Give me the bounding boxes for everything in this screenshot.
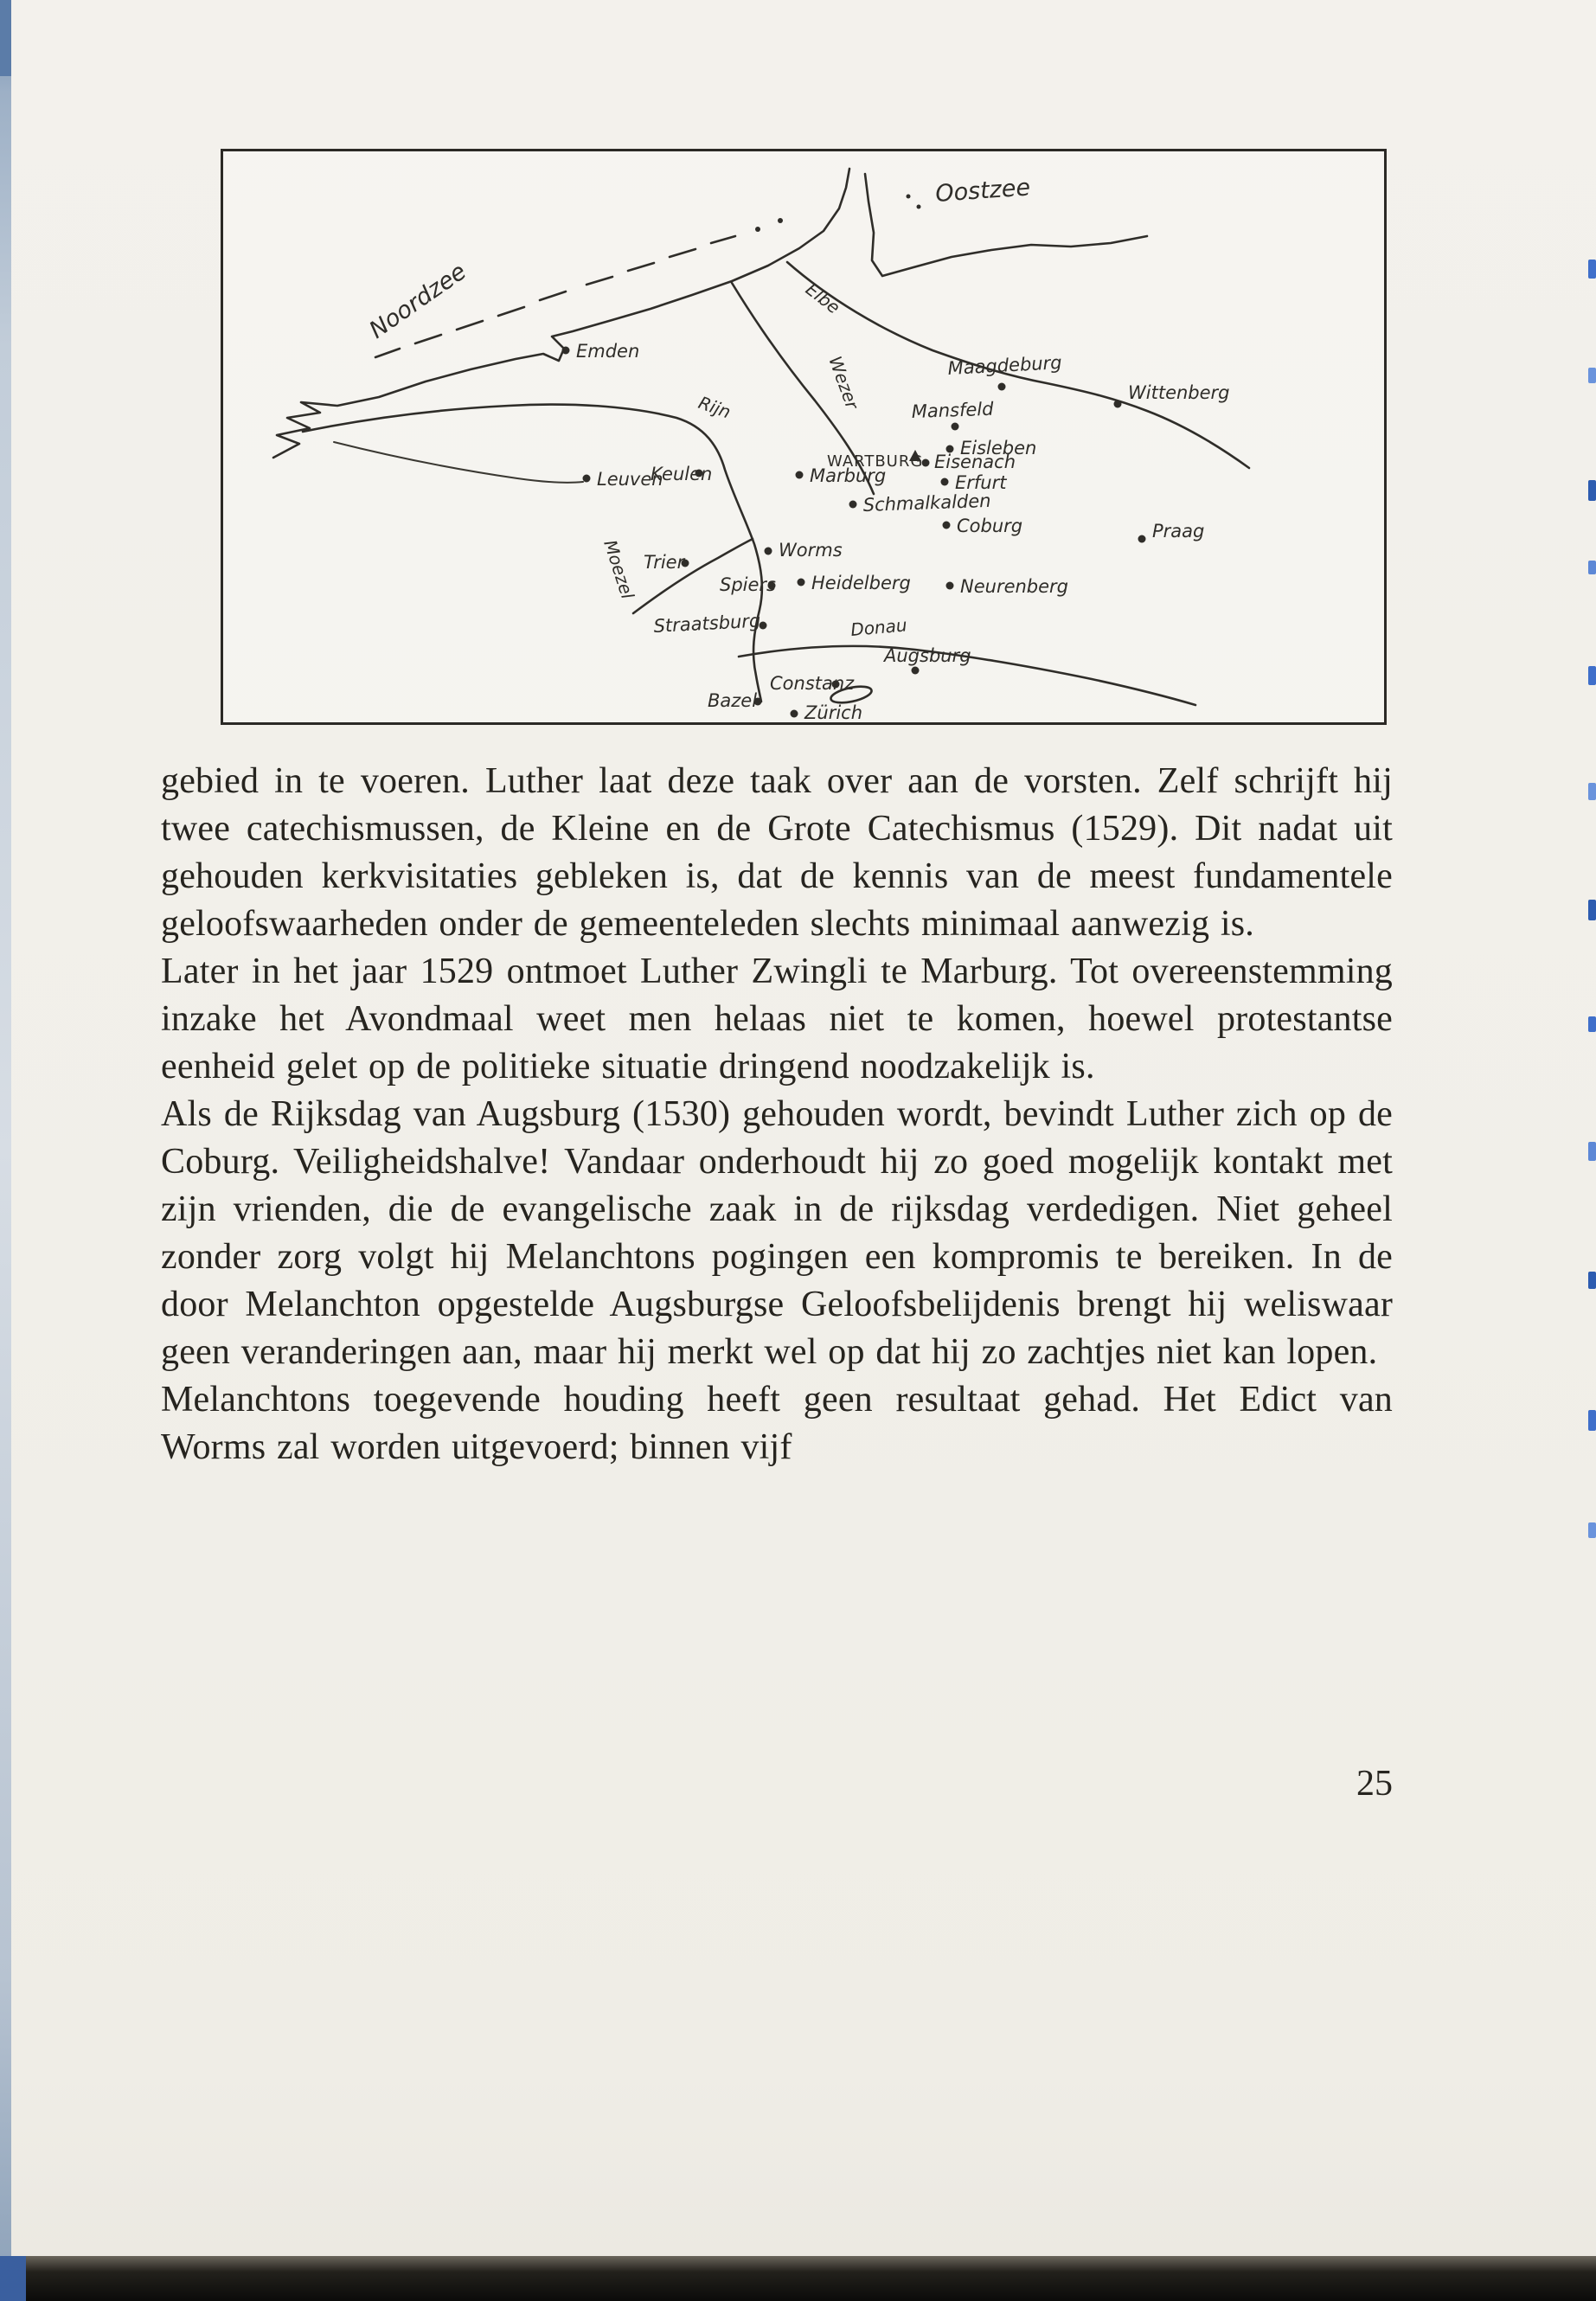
map-city-dot <box>1114 401 1122 408</box>
paragraph: Als de Rijksdag van Augsburg (1530) gehouden wordt, bevindt Luther zich op de Coburg. Veiligheidshalve! Vandaar onderhoudt hij zo goed mogelijk kontakt met zijn vrienden, die de evangelische zaak in de rijksdag verdedigen. Niet geheel zonder zorg volgt hij Melanchtons pogingen een kompromis te bereiken. In de door Melanchton opgestelde Augsburgse Geloofsbelijdenis brengt hij weliswaar geen veranderingen aan, maar hij merkt wel op dat hij zo zachtjes niet kan lopen. <box>161 1094 1393 1372</box>
map-city-dot <box>941 478 949 486</box>
river-label-moezel: Moezel <box>599 537 638 602</box>
page-edge-mark <box>1588 368 1596 383</box>
page-edge-mark <box>1588 260 1596 279</box>
page-edge-mark <box>1588 1016 1596 1032</box>
page-edge-mark <box>1588 666 1596 685</box>
map-city-label: Maagdeburg <box>947 352 1063 379</box>
map-city-dot <box>791 710 798 718</box>
page-edge-mark <box>1588 480 1596 501</box>
paragraph: Later in het jaar 1529 ontmoet Luther Zwingli te Marburg. Tot overeenstemming inzake het Avondmaal weet men helaas niet te komen, hoewel protestantse eenheid gelet op de politieke situatie dringend noodzakelijk is. <box>161 952 1393 1086</box>
map-city-label: WARTBURG <box>827 452 924 471</box>
river-rijn-path <box>303 405 762 702</box>
coastline-path <box>273 169 849 458</box>
sea-mark-dot <box>917 205 921 209</box>
page-edge-mark <box>1588 900 1596 920</box>
river-label-donau: Donau <box>849 614 908 640</box>
page-edge-mark <box>1588 1142 1596 1161</box>
map-city-dot <box>765 548 772 555</box>
map-city-label: Erfurt <box>955 472 1007 493</box>
map-city-dot <box>796 471 804 479</box>
map-city-label: Praag <box>1152 521 1205 542</box>
map-figure <box>221 149 1387 725</box>
map-city-dot <box>562 347 570 355</box>
map-city-label: Eisleben <box>960 438 1037 458</box>
map-city-dot <box>1138 535 1146 543</box>
map-city-dot <box>583 475 591 483</box>
map-city-label: Mansfeld <box>911 398 994 422</box>
photo-bottom-edge <box>0 2256 1596 2301</box>
map-city-label: Bazel <box>708 690 758 711</box>
map-city-label: Wittenberg <box>1128 382 1230 403</box>
river-maas-path <box>334 442 583 483</box>
sea-label-noordzee: Noordzee <box>364 258 471 344</box>
sea-mark-dot <box>907 195 911 199</box>
map-city-dot <box>849 501 857 509</box>
book-edge-corner <box>0 0 11 76</box>
map-city-label: Leuven <box>597 469 663 490</box>
book-edge-left <box>0 0 11 2301</box>
page-edge-mark <box>1588 1272 1596 1289</box>
map-city-label: Constanz <box>770 673 855 694</box>
map-city-dot <box>946 582 954 590</box>
map-city-label: Neurenberg <box>960 576 1069 597</box>
map-city-label: Coburg <box>957 516 1023 536</box>
map-city-label: Keulen <box>651 464 713 484</box>
map-city-label: Zürich <box>804 702 863 722</box>
map-city-label: Eisenach <box>934 452 1016 472</box>
paragraph: Melanchtons toegevende houding heeft geen resultaat gehad. Het Edict van Worms zal worden uitgevoerd; binnen vijf <box>161 1380 1393 1467</box>
map-city-label: Worms <box>779 540 843 561</box>
page-edge-mark <box>1588 561 1596 574</box>
map-city-dot <box>798 579 805 586</box>
page-number: 25 <box>1356 1764 1393 1804</box>
river-label-rijn: Rijn <box>695 392 734 423</box>
page-edge-mark <box>1588 1410 1596 1431</box>
map-city-label: Heidelberg <box>811 573 911 593</box>
map-city-label: Augsburg <box>884 645 971 666</box>
map-city-label: Trier <box>644 552 685 573</box>
map-city-label: Emden <box>576 341 640 362</box>
page-edge-mark <box>1588 1522 1596 1538</box>
map-city-label: Straatsburg <box>653 610 761 637</box>
map-city-label: Marburg <box>810 465 887 486</box>
map-city-dot <box>952 423 959 431</box>
paragraph: gebied in te voeren. Luther laat deze taak over aan de vorsten. Zelf schrijft hij twee catechismussen, de Kleine en de Grote Catechismus (1529). Dit nadat uit gehouden kerkvisitaties gebleken is, dat de kennis van de meest fundamentele geloofswaarheden onder de gemeenteleden slechts minimaal aanwezig is. <box>161 761 1393 944</box>
river-label-wezer: Wezer <box>824 353 863 413</box>
map-city-label: Schmalkalden <box>862 490 991 516</box>
island-dot <box>778 218 783 223</box>
book-cover-corner <box>0 2256 26 2301</box>
island-dot <box>755 227 760 232</box>
river-label-elbe: Elbe <box>801 279 844 318</box>
map-city-dot <box>943 522 951 529</box>
page-edge-mark <box>1588 783 1596 800</box>
map-city-dot <box>998 383 1006 391</box>
map-city-dot <box>912 667 920 675</box>
map-svg <box>223 151 1384 722</box>
sea-label-oostzee: Oostzee <box>934 174 1032 208</box>
body-text <box>161 758 1393 1471</box>
map-city-label: Spiers <box>720 574 776 595</box>
